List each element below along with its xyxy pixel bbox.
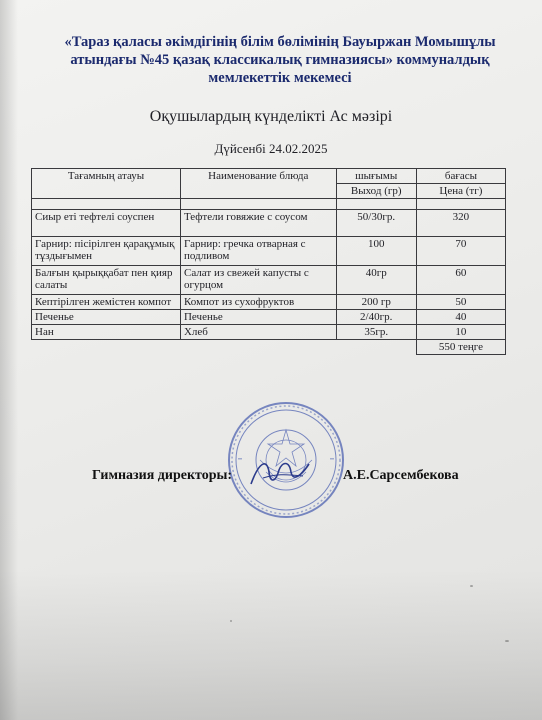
table-row bbox=[32, 295, 506, 310]
table-header-row bbox=[32, 169, 506, 184]
dish-yield: 40гр bbox=[336, 266, 416, 295]
director-signature bbox=[245, 452, 315, 492]
dish-name-kz: Нан bbox=[32, 325, 181, 340]
director-name: А.Е.Сарсембекова bbox=[343, 468, 459, 483]
header-name-kz: Тағамның атауы bbox=[32, 169, 181, 199]
dish-name-ru: Гарнир: гречка отварная с подливом bbox=[180, 237, 336, 266]
dish-yield: 100 bbox=[336, 237, 416, 266]
dish-price: 70 bbox=[416, 237, 505, 266]
scan-speckle bbox=[470, 585, 473, 587]
header-yield-ru: Выход (гр) bbox=[336, 184, 416, 199]
dish-yield: 200 гр bbox=[336, 295, 416, 310]
dish-name-ru: Компот из сухофруктов bbox=[180, 295, 336, 310]
header-price-ru: Цена (тг) bbox=[416, 184, 505, 199]
total-price: 550 теңге bbox=[416, 340, 505, 355]
dish-name-kz: Печенье bbox=[32, 310, 181, 325]
table-row bbox=[32, 266, 506, 295]
dish-price: 10 bbox=[416, 325, 505, 340]
table-row bbox=[32, 325, 506, 340]
dish-name-kz: Кептірілген жемістен компот bbox=[32, 295, 181, 310]
total-row bbox=[32, 340, 506, 355]
dish-price: 50 bbox=[416, 295, 505, 310]
dish-yield: 2/40гр. bbox=[336, 310, 416, 325]
scan-speckle bbox=[230, 620, 232, 622]
header-name-ru: Наименование блюда bbox=[180, 169, 336, 199]
menu-date: Дүйсенбі 24.02.2025 bbox=[214, 141, 328, 156]
institution-header bbox=[30, 33, 530, 87]
dish-name-ru: Печенье bbox=[180, 310, 336, 325]
dish-price: 320 bbox=[416, 210, 505, 237]
table-row bbox=[32, 310, 506, 325]
header-line-1: «Тараз қаласы әкімдігінің білім бөлімінің Бауыржан Момышұлы bbox=[64, 34, 496, 50]
table-row bbox=[32, 210, 506, 237]
menu-title: Оқушылардың күнделікті Ас мәзірі bbox=[149, 108, 393, 125]
dish-name-ru: Хлеб bbox=[180, 325, 336, 340]
table-row bbox=[32, 237, 506, 266]
director-title: Гимназия директоры: bbox=[92, 468, 233, 483]
dish-price: 40 bbox=[416, 310, 505, 325]
dish-yield: 50/30гр. bbox=[336, 210, 416, 237]
scan-shadow-bottom bbox=[0, 570, 542, 720]
menu-table bbox=[31, 168, 506, 355]
dish-name-kz: Гарнир: пісірілген қарақұмық тұздығымен bbox=[32, 237, 181, 266]
dish-name-ru: Салат из свежей капусты с огурцом bbox=[180, 266, 336, 295]
header-price-kz: бағасы bbox=[416, 169, 505, 184]
dish-yield: 35гр. bbox=[336, 325, 416, 340]
dish-name-ru: Тефтели говяжие с соусом bbox=[180, 210, 336, 237]
header-line-3: мемлекеттік мекемесі bbox=[208, 70, 352, 86]
dish-name-kz: Балғын қырыққабат пен қияр салаты bbox=[32, 266, 181, 295]
header-line-2: атындағы №45 қазақ классикалық гимназиясы» коммуналдық bbox=[70, 52, 490, 68]
table-spacer-row bbox=[32, 199, 506, 210]
scan-speckle bbox=[505, 640, 509, 642]
dish-name-kz: Сиыр еті тефтелі соуспен bbox=[32, 210, 181, 237]
dish-price: 60 bbox=[416, 266, 505, 295]
header-yield-kz: шығымы bbox=[336, 169, 416, 184]
